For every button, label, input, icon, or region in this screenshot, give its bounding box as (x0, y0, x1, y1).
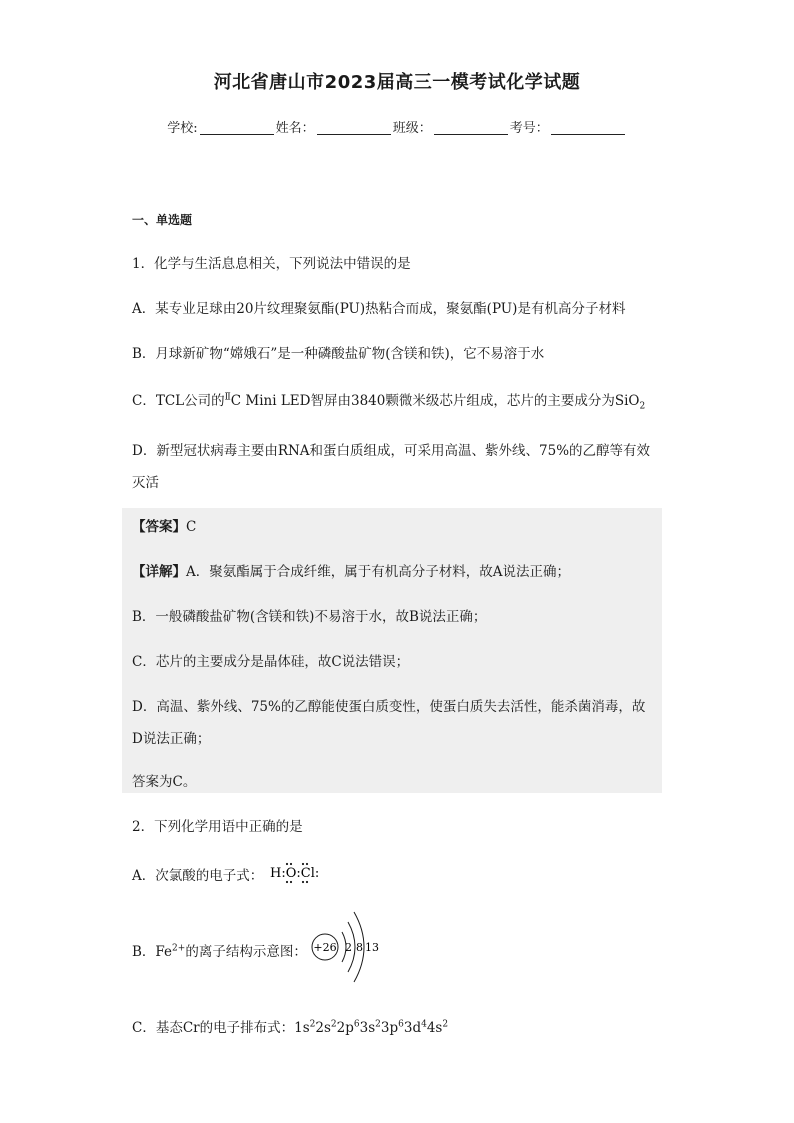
q1-c-prefix: C．TCL公司的 (132, 393, 225, 409)
q1-c-superscript: Ⅱ (224, 392, 231, 403)
q2-stem: 2．下列化学用语中正确的是 (132, 819, 303, 835)
q1-c-formula: SiO (614, 393, 640, 409)
name-blank[interactable] (317, 120, 391, 135)
section-title: 一、单选题 (132, 213, 193, 227)
orbital-3d: 3d (403, 1020, 422, 1036)
shell-2-count: 8 (356, 941, 363, 954)
school-blank[interactable] (200, 120, 274, 135)
student-info-row (0, 117, 794, 136)
orbital-3p-electrons: 6 (398, 1019, 404, 1030)
shell-3-count: 13 (365, 941, 379, 954)
orbital-4s-electrons: 2 (442, 1019, 449, 1030)
shell-1-count: 2 (345, 941, 352, 954)
q1-option-a: A．某专业足球由20片纹理聚氨酯(PU)热粘合而成，聚氨酯(PU)是有机高分子材料 (132, 301, 626, 317)
a1-detail-d-line2: D说法正确； (132, 731, 211, 747)
orbital-1s-electrons: 2 (309, 1019, 316, 1030)
q2-a-text: A．次氯酸的电子式： (132, 868, 264, 884)
q2-option-b (132, 940, 307, 960)
orbital-3p: 3p (380, 1020, 399, 1036)
hypochlorous-electron-formula (268, 858, 328, 886)
class-label: 班级： (392, 121, 432, 136)
orbital-3s-electrons: 2 (375, 1019, 381, 1030)
q1-c-subscript: 2 (639, 401, 646, 412)
q2-option-c (132, 1016, 448, 1036)
a1-detail-c: C．芯片的主要成分是晶体硅，故C说法错误； (132, 654, 410, 670)
answer-label: 【答案】 (132, 519, 186, 535)
q1-option-d-line2: 灭活 (132, 475, 159, 491)
page-title: 河北省唐山市2023届高三一模考试化学试题 (213, 72, 581, 93)
orbital-3d-electrons: 4 (421, 1019, 427, 1030)
q2-b-prefix: B．Fe (132, 944, 173, 960)
orbital-2p: 2p (336, 1020, 354, 1036)
a1-conclusion: 答案为C。 (132, 774, 197, 790)
q2-option-a (132, 864, 263, 884)
a1-detail-a (132, 560, 570, 580)
detail-a-text: A．聚氨酯属于合成纤维，属于有机高分子材料，故A说法正确； (186, 564, 570, 580)
exam-no-label: 考号： (509, 121, 549, 136)
exam-no-blank[interactable] (551, 120, 625, 135)
name-label: 姓名： (275, 121, 315, 136)
answer-value: C (186, 519, 197, 535)
fe-ion-structure-diagram (308, 908, 388, 986)
orbital-2s: 2s (315, 1020, 331, 1036)
orbital-2p-electrons: 6 (353, 1019, 360, 1030)
q2-b-charge: 2+ (172, 943, 186, 954)
q1-option-b: B．月球新矿物“嫦娥石”是一种磷酸盐矿物(含镁和铁)，它不易溶于水 (132, 346, 545, 362)
q2-c-prefix: C．基态Cr的电子排布式： (132, 1020, 295, 1036)
orbital-1s: 1s (294, 1020, 310, 1036)
q1-option-d-line1: D．新型冠状病毒主要由RNA和蛋白质组成，可采用高温、紫外线、75%的乙醇等有效 (132, 443, 651, 459)
a1-answer (132, 515, 196, 535)
q1-stem: 1．化学与生活息息相关，下列说法中错误的是 (132, 256, 411, 272)
orbital-3s: 3s (359, 1020, 376, 1036)
q1-option-c (132, 389, 645, 412)
q2-b-suffix: 的离子结构示意图： (185, 944, 307, 960)
nucleus-charge: +26 (313, 941, 337, 954)
a1-detail-b: B．一般磷酸盐矿物(含镁和铁)不易溶于水，故B说法正确； (132, 609, 487, 625)
school-label: 学校: (167, 121, 198, 136)
cr-electron-configuration (294, 1020, 448, 1036)
class-blank[interactable] (434, 120, 508, 135)
detail-label: 【详解】 (132, 564, 186, 580)
a1-detail-d-line1: D．高温、紫外线、75%的乙醇能使蛋白质变性，使蛋白质失去活性，能杀菌消毒，故 (132, 699, 646, 715)
electron-formula-text: H:O:Cl: (270, 866, 320, 881)
orbital-4s: 4s (426, 1020, 443, 1036)
q1-c-middle: C Mini LED智屏由3840颗微米级芯片组成，芯片的主要成分为 (230, 393, 615, 409)
orbital-2s-electrons: 2 (330, 1019, 337, 1030)
